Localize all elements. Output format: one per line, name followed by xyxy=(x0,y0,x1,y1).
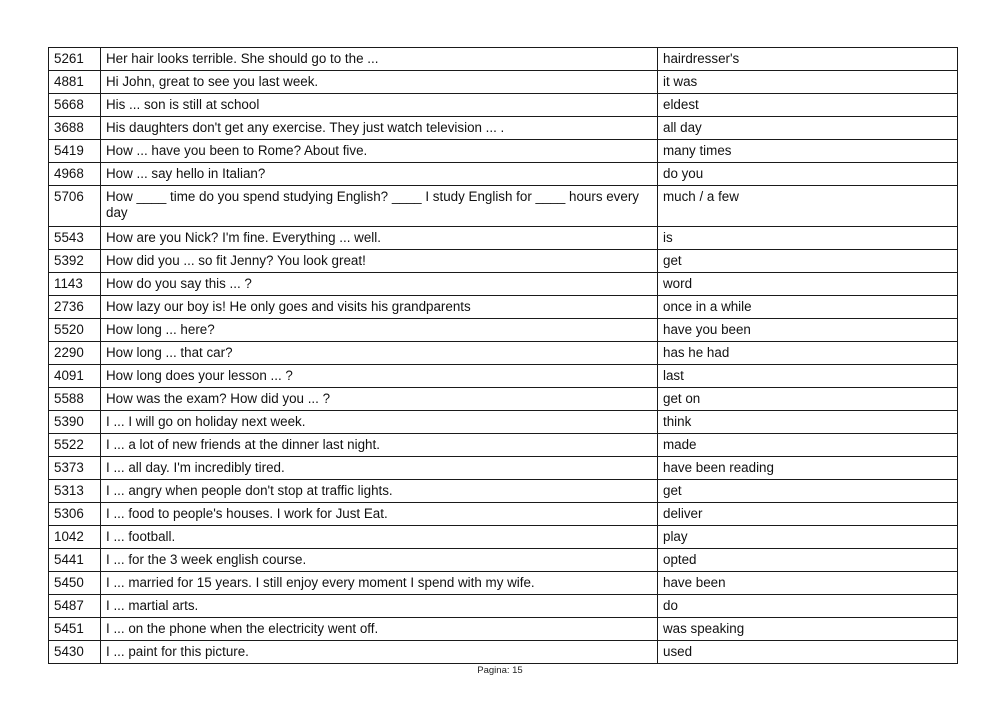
answer-text: play xyxy=(658,526,958,549)
answer-text: much / a few xyxy=(658,186,958,227)
question-text: How did you ... so fit Jenny? You look great! xyxy=(101,250,658,273)
table-row xyxy=(49,250,958,273)
question-table xyxy=(48,47,958,664)
question-text: I ... paint for this picture. xyxy=(101,641,658,664)
question-text: I ... on the phone when the electricity went off. xyxy=(101,618,658,641)
question-id: 5450 xyxy=(49,572,101,595)
answer-text: it was xyxy=(658,71,958,94)
answer-text: have you been xyxy=(658,319,958,342)
table-row xyxy=(49,457,958,480)
question-id: 5441 xyxy=(49,549,101,572)
question-text: I ... food to people's houses. I work for Just Eat. xyxy=(101,503,658,526)
question-id: 5306 xyxy=(49,503,101,526)
question-id: 5487 xyxy=(49,595,101,618)
question-text: I ... for the 3 week english course. xyxy=(101,549,658,572)
table-row xyxy=(49,388,958,411)
answer-text: have been reading xyxy=(658,457,958,480)
table-row xyxy=(49,227,958,250)
answer-text: eldest xyxy=(658,94,958,117)
question-id: 4881 xyxy=(49,71,101,94)
answer-text: many times xyxy=(658,140,958,163)
question-id: 3688 xyxy=(49,117,101,140)
question-text: Her hair looks terrible. She should go to the ... xyxy=(101,48,658,71)
question-text: How do you say this ... ? xyxy=(101,273,658,296)
question-text: I ... angry when people don't stop at traffic lights. xyxy=(101,480,658,503)
question-text: How lazy our boy is! He only goes and visits his grandparents xyxy=(101,296,658,319)
question-text: How ____ time do you spend studying English? ____ I study English for ____ hours every day xyxy=(101,186,658,227)
answer-text: get xyxy=(658,480,958,503)
question-text: His daughters don't get any exercise. They just watch television ... . xyxy=(101,117,658,140)
table-row xyxy=(49,526,958,549)
question-text: I ... martial arts. xyxy=(101,595,658,618)
answer-text: get xyxy=(658,250,958,273)
table-row xyxy=(49,71,958,94)
question-text: How long does your lesson ... ? xyxy=(101,365,658,388)
answer-text: hairdresser's xyxy=(658,48,958,71)
question-text: How was the exam? How did you ... ? xyxy=(101,388,658,411)
question-sheet xyxy=(48,47,957,664)
answer-text: do you xyxy=(658,163,958,186)
question-id: 5373 xyxy=(49,457,101,480)
answer-text: used xyxy=(658,641,958,664)
question-text: How ... have you been to Rome? About five. xyxy=(101,140,658,163)
question-text: I ... married for 15 years. I still enjoy every moment I spend with my wife. xyxy=(101,572,658,595)
question-text: How ... say hello in Italian? xyxy=(101,163,658,186)
question-id: 5451 xyxy=(49,618,101,641)
table-row xyxy=(49,411,958,434)
question-text: How long ... that car? xyxy=(101,342,658,365)
table-row xyxy=(49,273,958,296)
table-row xyxy=(49,342,958,365)
question-id: 5261 xyxy=(49,48,101,71)
table-row xyxy=(49,434,958,457)
table-row xyxy=(49,503,958,526)
table-row xyxy=(49,641,958,664)
table-row xyxy=(49,572,958,595)
question-text: I ... I will go on holiday next week. xyxy=(101,411,658,434)
table-row xyxy=(49,480,958,503)
question-text: I ... a lot of new friends at the dinner last night. xyxy=(101,434,658,457)
question-text: I ... all day. I'm incredibly tired. xyxy=(101,457,658,480)
question-id: 5313 xyxy=(49,480,101,503)
question-text: His ... son is still at school xyxy=(101,94,658,117)
question-id: 5390 xyxy=(49,411,101,434)
question-id: 4091 xyxy=(49,365,101,388)
question-table-body xyxy=(49,48,958,664)
answer-text: once in a while xyxy=(658,296,958,319)
table-row xyxy=(49,365,958,388)
answer-text: last xyxy=(658,365,958,388)
table-row xyxy=(49,163,958,186)
table-row xyxy=(49,186,958,227)
question-id: 5588 xyxy=(49,388,101,411)
question-id: 5522 xyxy=(49,434,101,457)
answer-text: all day xyxy=(658,117,958,140)
question-text: How are you Nick? I'm fine. Everything ... well. xyxy=(101,227,658,250)
question-id: 5706 xyxy=(49,186,101,227)
question-text: How long ... here? xyxy=(101,319,658,342)
question-id: 2736 xyxy=(49,296,101,319)
question-id: 5419 xyxy=(49,140,101,163)
table-row xyxy=(49,595,958,618)
table-row xyxy=(49,48,958,71)
table-row xyxy=(49,296,958,319)
table-row xyxy=(49,117,958,140)
page-number: Pagina: 15 xyxy=(477,665,523,676)
answer-text: opted xyxy=(658,549,958,572)
answer-text: is xyxy=(658,227,958,250)
answer-text: word xyxy=(658,273,958,296)
table-row xyxy=(49,618,958,641)
table-row xyxy=(49,140,958,163)
answer-text: has he had xyxy=(658,342,958,365)
question-id: 4968 xyxy=(49,163,101,186)
question-id: 5520 xyxy=(49,319,101,342)
answer-text: made xyxy=(658,434,958,457)
question-id: 2290 xyxy=(49,342,101,365)
question-text: I ... football. xyxy=(101,526,658,549)
question-id: 5543 xyxy=(49,227,101,250)
table-row xyxy=(49,549,958,572)
question-text: Hi John, great to see you last week. xyxy=(101,71,658,94)
answer-text: was speaking xyxy=(658,618,958,641)
question-id: 1042 xyxy=(49,526,101,549)
question-id: 5430 xyxy=(49,641,101,664)
answer-text: think xyxy=(658,411,958,434)
question-id: 5392 xyxy=(49,250,101,273)
question-id: 5668 xyxy=(49,94,101,117)
table-row xyxy=(49,319,958,342)
answer-text: deliver xyxy=(658,503,958,526)
table-row xyxy=(49,94,958,117)
answer-text: do xyxy=(658,595,958,618)
question-id: 1143 xyxy=(49,273,101,296)
answer-text: get on xyxy=(658,388,958,411)
answer-text: have been xyxy=(658,572,958,595)
